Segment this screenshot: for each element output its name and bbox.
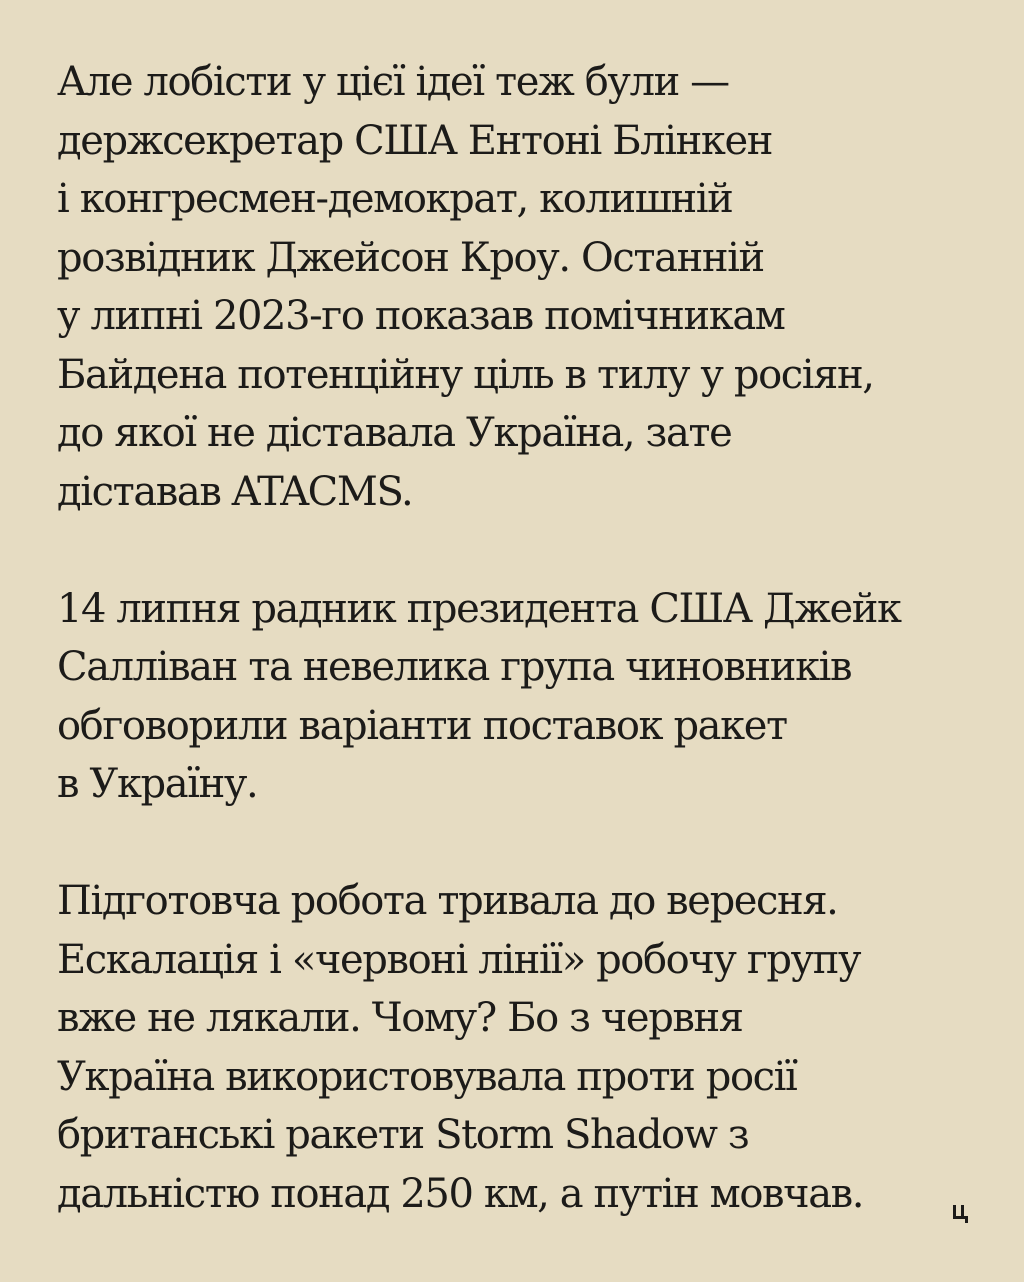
text-line: розвідник Джейсон Кроу. Останній (57, 234, 764, 281)
text-line: у липні 2023-го показав помічникам (57, 293, 785, 339)
text-line: до якої не діставала Україна, зате (57, 410, 732, 456)
text-line: Ескалація і «червоні лінії» робочу групу (57, 936, 861, 983)
paragraph-2 (57, 580, 997, 814)
text-line: 14 липня радник президента США Джейк (57, 585, 901, 632)
publisher-logo-icon (950, 1203, 970, 1225)
text-line: і конгресмен-демократ, колишній (57, 176, 733, 222)
text-line: держсекретар США Ентоні Блінкен (57, 117, 773, 164)
paragraph-3 (57, 872, 997, 1223)
text-line: Байдена потенційну ціль в тилу у росіян, (57, 351, 874, 398)
text-line: дальністю понад 250 км, а путін мовчав. (57, 1170, 864, 1217)
text-line: вже не лякали. Чому? Бо з червня (57, 995, 743, 1041)
text-line: в Україну. (57, 761, 258, 807)
paragraph-1 (57, 53, 997, 521)
text-line: британські ракети Storm Shadow з (57, 1112, 749, 1158)
text-line: Підготовча робота тривала до вересня. (57, 878, 838, 924)
text-line: діставав ATACMS. (57, 468, 413, 515)
text-line: Україна використовувала проти росії (57, 1053, 797, 1100)
text-line: обговорили варіанти поставок ракет (57, 702, 787, 749)
article-text (57, 53, 997, 1282)
text-line: Салліван та невелика група чиновників (57, 644, 852, 690)
text-line: Але лобісти у цієї ідеї теж були — (57, 59, 729, 105)
